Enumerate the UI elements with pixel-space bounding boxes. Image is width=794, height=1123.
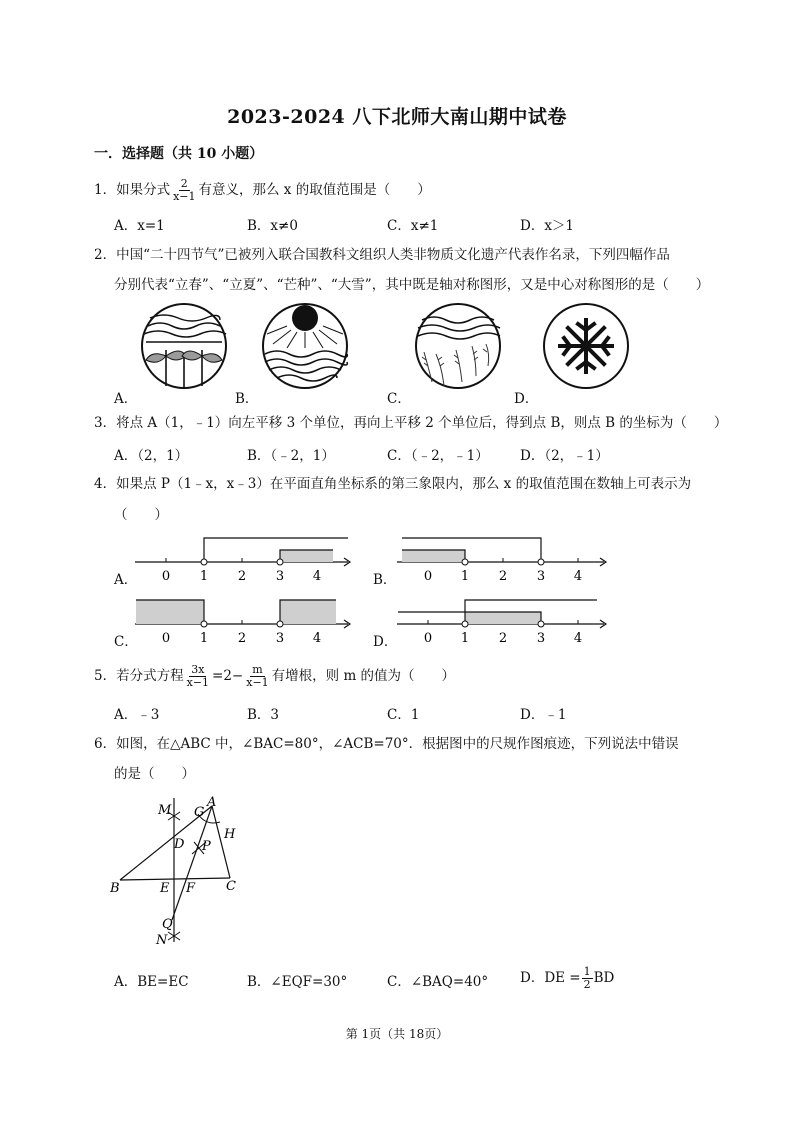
lixia-picture: [257, 302, 353, 390]
q4-option-d: D．: [373, 634, 398, 650]
q6-optd-pre: D．DE =: [520, 970, 581, 986]
number-line-b: [392, 532, 612, 586]
tick-3: 3: [536, 631, 546, 646]
q6-line2: 的是（ ）: [114, 766, 195, 782]
q4-option-a: A．: [114, 572, 138, 588]
q4-line2: （ ）: [114, 507, 168, 523]
q5-f2-den: x−1: [246, 676, 269, 689]
tick-2: 2: [237, 569, 247, 584]
q1-number: 1．: [94, 182, 117, 198]
q1-fraction: [171, 178, 197, 203]
q6-optd-den: 2: [583, 978, 591, 991]
q4-number: 4．: [94, 476, 117, 492]
tick-1: 1: [460, 569, 470, 584]
section-heading: 一．选择题（共 10 小题）: [94, 146, 264, 162]
q5-f1-den: x−1: [186, 676, 210, 689]
page-title: 2023-2024 八下北师大南山期中试卷: [227, 106, 567, 128]
q1-frac-num: 2: [180, 177, 188, 190]
label-q: Q: [162, 917, 173, 932]
q5-pre: 若分式方程: [116, 668, 184, 684]
tick-4: 4: [573, 631, 583, 646]
q2-number: 2．: [94, 247, 117, 263]
q3-option-d: D．（2，﹣1）: [520, 448, 609, 464]
q6-option-a: A．BE=EC: [114, 974, 189, 990]
q6-option-d: [520, 966, 614, 991]
question-2-line1: [94, 245, 670, 265]
number-line-c: [130, 594, 355, 648]
label-a: A: [207, 795, 217, 810]
q5-f2-num: m: [252, 663, 263, 676]
tick-1: 1: [199, 569, 209, 584]
q4-option-c: C．: [114, 634, 138, 650]
label-n: N: [156, 933, 168, 948]
q2-line1: 中国“二十四节气”已被列入联合国教科文组织人类非物质文化遗产代表作名录，下列四幅作品: [116, 247, 670, 263]
lichun-picture: [136, 302, 232, 390]
q2-option-c: C．: [387, 391, 411, 407]
tick-1: 1: [460, 631, 470, 646]
tick-0: 0: [423, 631, 433, 646]
daxue-picture: [538, 302, 634, 390]
mangzhong-picture: [410, 302, 506, 390]
q5-f1-num: 3x: [191, 663, 205, 676]
q5-option-d: D．﹣1: [520, 707, 567, 723]
label-m: M: [158, 803, 172, 818]
q2-option-a: A．: [114, 391, 138, 407]
q1-post: 有意义，那么 x 的取值范围是（ ）: [198, 182, 431, 198]
tick-0: 0: [423, 569, 433, 584]
question-1: [94, 178, 431, 203]
label-g: G: [194, 805, 205, 820]
q6-optd-num: 1: [583, 965, 591, 978]
q3-number: 3．: [94, 415, 117, 431]
question-6-line1: [94, 734, 679, 754]
tick-4: 4: [573, 569, 583, 584]
q4-option-b: B．: [373, 572, 397, 588]
q3-text: 将点 A（1，﹣1）向左平移 3 个单位，再向上平移 2 个单位后，得到点 B，则点 B 的坐标为（ ）: [116, 415, 728, 431]
q5-fraction-1: [185, 664, 211, 689]
q2-line2: 分别代表“立春”、“立夏”、“芒种”、“大雪”，其中既是轴对称图形，又是中心对称图形的是（ ）: [114, 277, 710, 293]
q6-option-b: B．∠EQF=30°: [247, 974, 348, 990]
q1-frac-den: x−1: [173, 190, 196, 203]
tick-4: 4: [312, 569, 322, 584]
label-f: F: [186, 881, 196, 896]
label-h: H: [224, 827, 236, 842]
tick-0: 0: [161, 569, 171, 584]
question-4-line1: [94, 474, 691, 494]
q1-option-a: A．x=1: [114, 218, 165, 234]
tick-2: 2: [237, 631, 247, 646]
label-b: B: [110, 881, 120, 896]
tick-0: 0: [161, 631, 171, 646]
q1-option-b: B．x≠0: [247, 218, 298, 234]
q2-option-b: B．: [235, 391, 259, 407]
number-line-a: [130, 532, 355, 586]
q6-optd-fraction: [582, 966, 593, 991]
label-d: D: [174, 837, 185, 852]
q5-number: 5．: [94, 668, 117, 684]
q2-option-d: D．: [514, 391, 539, 407]
label-e: E: [160, 881, 170, 896]
label-c: C: [226, 879, 236, 894]
question-3: [94, 413, 727, 433]
q5-option-b: B．3: [247, 707, 280, 723]
tick-2: 2: [498, 569, 508, 584]
tick-4: 4: [312, 631, 322, 646]
q5-option-a: A．﹣3: [114, 707, 160, 723]
tick-1: 1: [199, 631, 209, 646]
q6-line1: 如图，在△ABC 中，∠BAC=80°，∠ACB=70°．根据图中的尺规作图痕迹，下列说法中错误: [116, 736, 679, 752]
q5-post: 有增根，则 m 的值为（ ）: [271, 668, 456, 684]
q6-optd-post: BD: [593, 970, 615, 986]
q1-pre: 如果分式: [116, 182, 171, 198]
q6-number: 6．: [94, 736, 117, 752]
tick-3: 3: [275, 569, 285, 584]
q6-option-c: C．∠BAQ=40°: [387, 974, 489, 990]
triangle-construction-figure: [108, 792, 258, 952]
q3-option-c: C．（﹣2，﹣1）: [387, 448, 489, 464]
q1-option-c: C．x≠1: [387, 218, 439, 234]
q3-option-a: A．（2，1）: [114, 448, 189, 464]
question-5: [94, 664, 455, 689]
tick-3: 3: [536, 569, 546, 584]
number-line-d: [392, 594, 612, 648]
q5-fraction-2: [244, 664, 270, 689]
q1-option-d: D．x＞1: [520, 218, 575, 234]
q5-option-c: C．1: [387, 707, 420, 723]
tick-3: 3: [275, 631, 285, 646]
tick-2: 2: [498, 631, 508, 646]
q3-option-b: B．（﹣2，1）: [247, 448, 335, 464]
page-footer: 第 1页（共 18页）: [345, 1027, 449, 1041]
q5-mid: =2−: [212, 668, 244, 684]
label-p: P: [202, 839, 211, 854]
q4-line1: 如果点 P（1﹣x，x﹣3）在平面直角坐标系的第三象限内，那么 x 的取值范围在数轴上可表示为: [116, 476, 692, 492]
